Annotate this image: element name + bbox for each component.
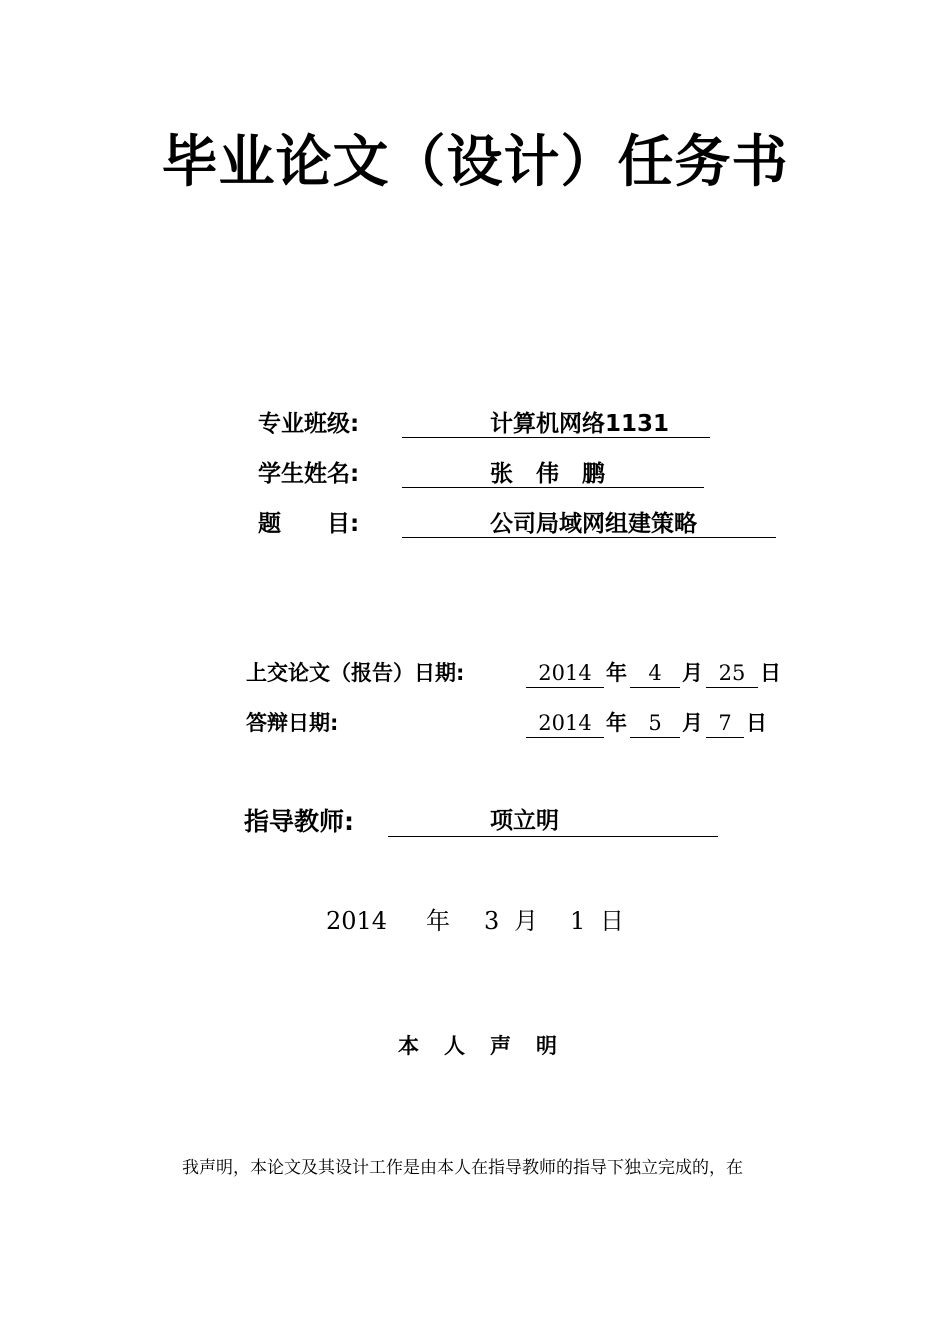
submit-day-unit: 日 xyxy=(760,661,781,685)
topic-value: 公司局域网组建策略 xyxy=(490,511,697,537)
issue-day: 1 xyxy=(570,907,586,935)
submit-month: 4 xyxy=(630,659,680,688)
defense-day: 7 xyxy=(706,709,744,738)
student-name-field xyxy=(402,459,704,488)
major-class-field xyxy=(402,409,710,438)
declaration-title: 本 人 声 明 xyxy=(398,1034,559,1058)
topic-field xyxy=(402,509,776,538)
submit-year: 2014 xyxy=(526,659,604,688)
issue-month: 3 xyxy=(484,907,500,935)
advisor-label: 指导教师: xyxy=(244,807,354,836)
defense-day-unit: 日 xyxy=(746,711,767,735)
document-title: 毕业论文（设计）任务书 xyxy=(161,130,789,195)
issue-year-unit: 年 xyxy=(426,907,450,935)
defense-year-unit: 年 xyxy=(606,711,627,735)
defense-year: 2014 xyxy=(526,709,604,738)
submit-date-label: 上交论文（报告）日期: xyxy=(246,661,465,685)
declaration-text: 我声明，本论文及其设计工作是由本人在指导教师的指导下独立完成的，在 xyxy=(182,1158,743,1178)
submit-year-unit: 年 xyxy=(606,661,627,685)
submit-day: 25 xyxy=(706,659,758,688)
advisor-field xyxy=(388,806,718,837)
defense-month-unit: 月 xyxy=(682,711,703,735)
submit-month-unit: 月 xyxy=(682,661,703,685)
issue-day-unit: 日 xyxy=(600,907,624,935)
topic-label: 题 目: xyxy=(258,511,360,537)
student-name-label: 学生姓名: xyxy=(258,461,360,487)
major-class-label: 专业班级: xyxy=(258,411,360,437)
defense-month: 5 xyxy=(630,709,680,738)
advisor-value: 项立明 xyxy=(490,808,559,834)
major-class-value: 计算机网络1131 xyxy=(490,411,670,437)
issue-month-unit: 月 xyxy=(514,907,538,935)
defense-date-label: 答辩日期: xyxy=(246,711,339,735)
student-name-value: 张 伟 鹏 xyxy=(490,461,605,487)
issue-year: 2014 xyxy=(326,907,388,935)
